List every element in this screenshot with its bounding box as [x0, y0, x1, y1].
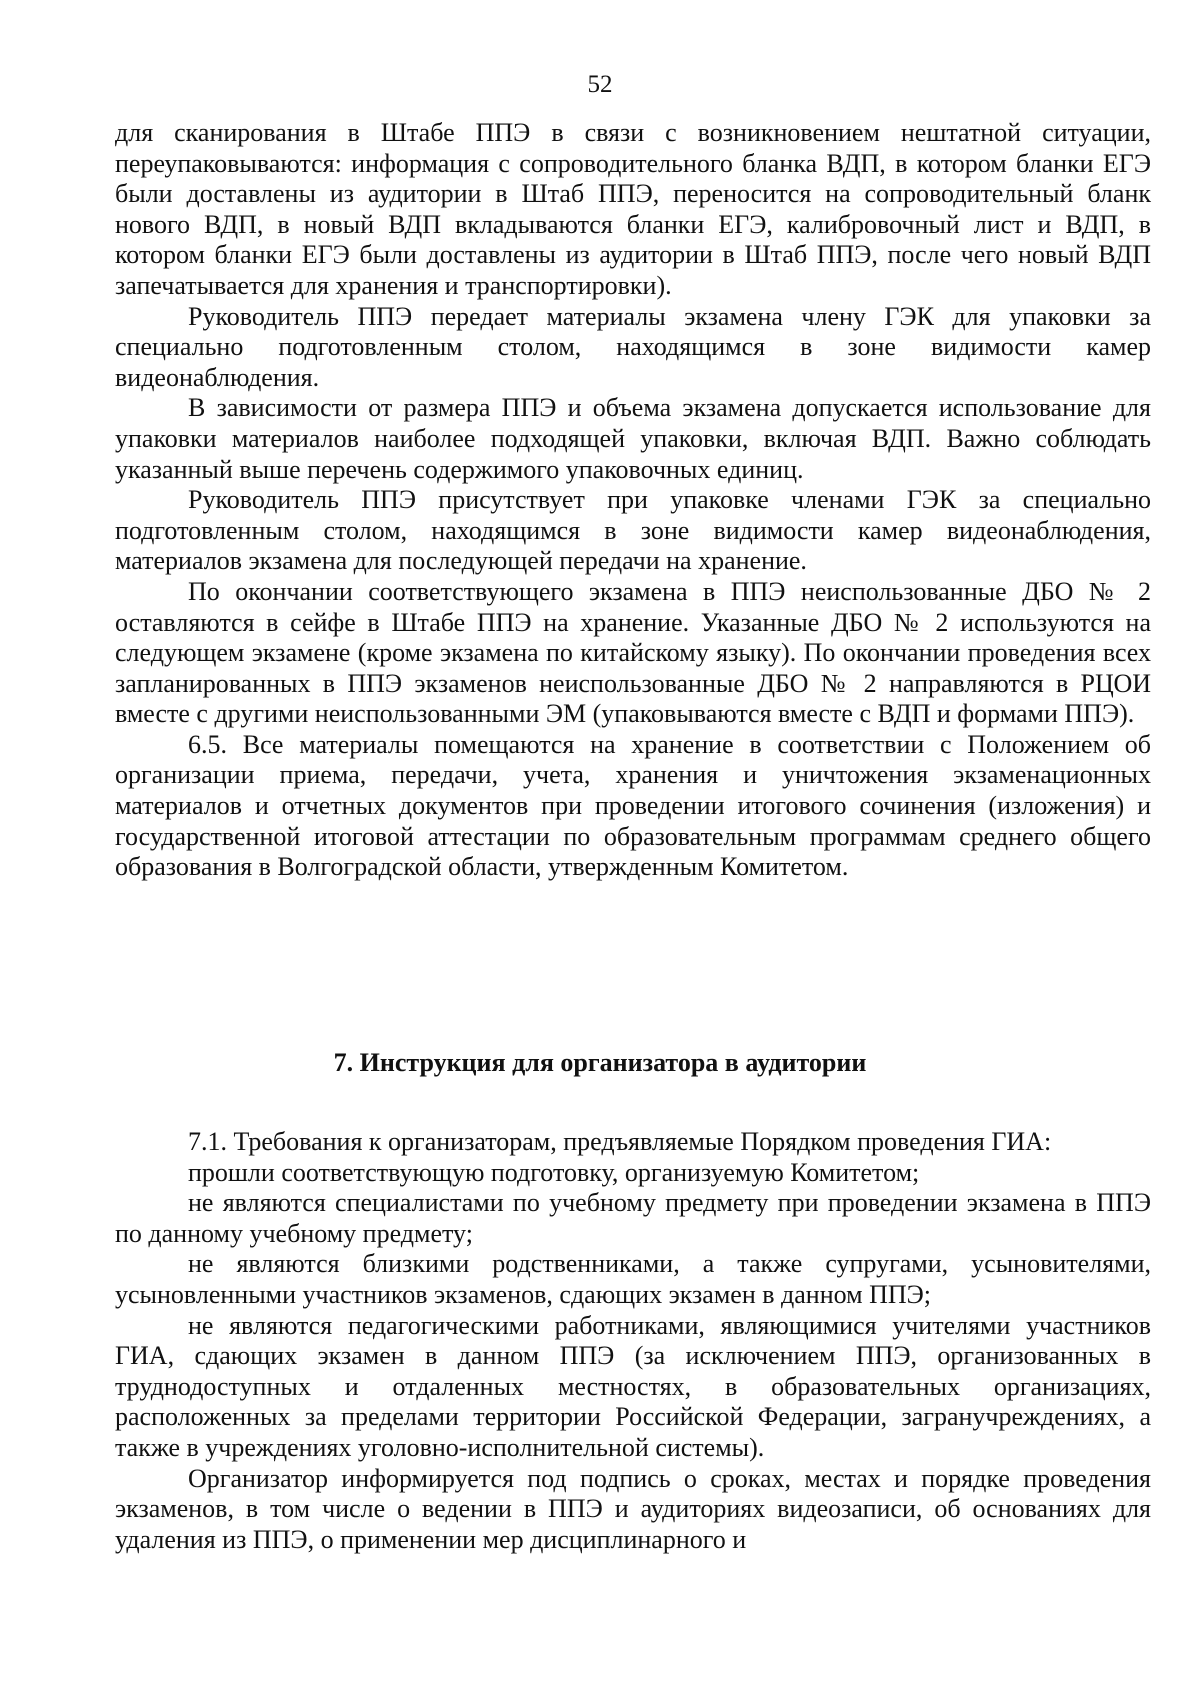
- paragraph: Руководитель ППЭ передает материалы экзамена члену ГЭК для упаковки за специально подготовленным столом, находящимся в зоне видимости камер видеонаблюдения.: [115, 301, 1151, 392]
- paragraph: В зависимости от размера ППЭ и объема экзамена допускается использование для упаковки материалов наиболее подходящей упаковки, включая ВДП. Важно соблюдать указанный выше перечень содержимого упаковочных единиц.: [115, 393, 1151, 484]
- paragraph: 7.1. Требования к организаторам, предъявляемые Порядком проведения ГИА:: [188, 1127, 1052, 1156]
- paragraph: Организатор информируется под подпись о сроках, местах и порядке проведения экзаменов, в том числе о ведении в ППЭ и аудиториях видеозаписи, об основаниях для удаления из ППЭ, о применении мер дисциплинарного и: [115, 1463, 1151, 1554]
- text-block-before-heading: [115, 118, 1151, 883]
- paragraph: Руководитель ППЭ присутствует при упаковке членами ГЭК за специально подготовленным столом, находящимся в зоне видимости камер видеонаблюдения, материалов экзамена для последующей передачи на хранение.: [115, 485, 1151, 576]
- page-number: 52: [587, 71, 613, 98]
- section-heading: 7. Инструкция для организатора в аудитории: [333, 1048, 867, 1077]
- paragraph: не являются педагогическими работниками, являющимися учителями участников ГИА, сдающих экзамен в данном ППЭ (за исключением ППЭ, организованных в труднодоступных и отдаленных местностях, в образовательных организациях, расположенных за пределами территории Российской Федерации, загранучреждениях, а также в учреждениях уголовно-исполнительной системы).: [115, 1310, 1151, 1462]
- paragraph: для сканирования в Штабе ППЭ в связи с возникновением нештатной ситуации, переупаковываются: информация с сопроводительного бланка ВДП, в котором бланки ЕГЭ были доставлены из аудитории в Штаб ППЭ, переносится на сопроводительный бланк нового ВДП, в новый ВДП вкладываются бланки ЕГЭ, калибровочный лист и ВДП, в котором бланки ЕГЭ были доставлены из аудитории в Штаб ППЭ, после чего новый ВДП запечатывается для хранения и транспортировки).: [115, 118, 1151, 300]
- paragraph: 6.5. Все материалы помещаются на хранение в соответствии с Положением об организации приема, передачи, учета, хранения и уничтожения экзаменационных материалов и отчетных документов при проведении итогового сочинения (изложения) и государственной итоговой аттестации по образовательным программам среднего общего образования в Волгоградской области, утвержденным Комитетом.: [115, 729, 1151, 882]
- paragraph: не являются специалистами по учебному предмету при проведении экзамена в ППЭ по данному учебному предмету;: [115, 1188, 1151, 1248]
- paragraph: прошли соответствующую подготовку, организуемую Комитетом;: [188, 1157, 920, 1187]
- text-block-after-heading: [115, 1127, 1151, 1555]
- paragraph: не являются близкими родственниками, а также супругами, усыновителями, усыновленными участников экзаменов, сдающих экзамен в данном ППЭ;: [115, 1249, 1151, 1309]
- paragraph: По окончании соответствующего экзамена в ППЭ неиспользованные ДБО № 2 оставляются в сейфе в Штабе ППЭ на хранение. Указанные ДБО № 2 используются на следующем экзамене (кроме экзамена по китайскому языку). По окончании проведения всех запланированных в ППЭ экзаменов неиспользованные ДБО № 2 направляются в РЦОИ вместе с другими неиспользованными ЭМ (упаковываются вместе с ВДП и формами ППЭ).: [115, 576, 1151, 729]
